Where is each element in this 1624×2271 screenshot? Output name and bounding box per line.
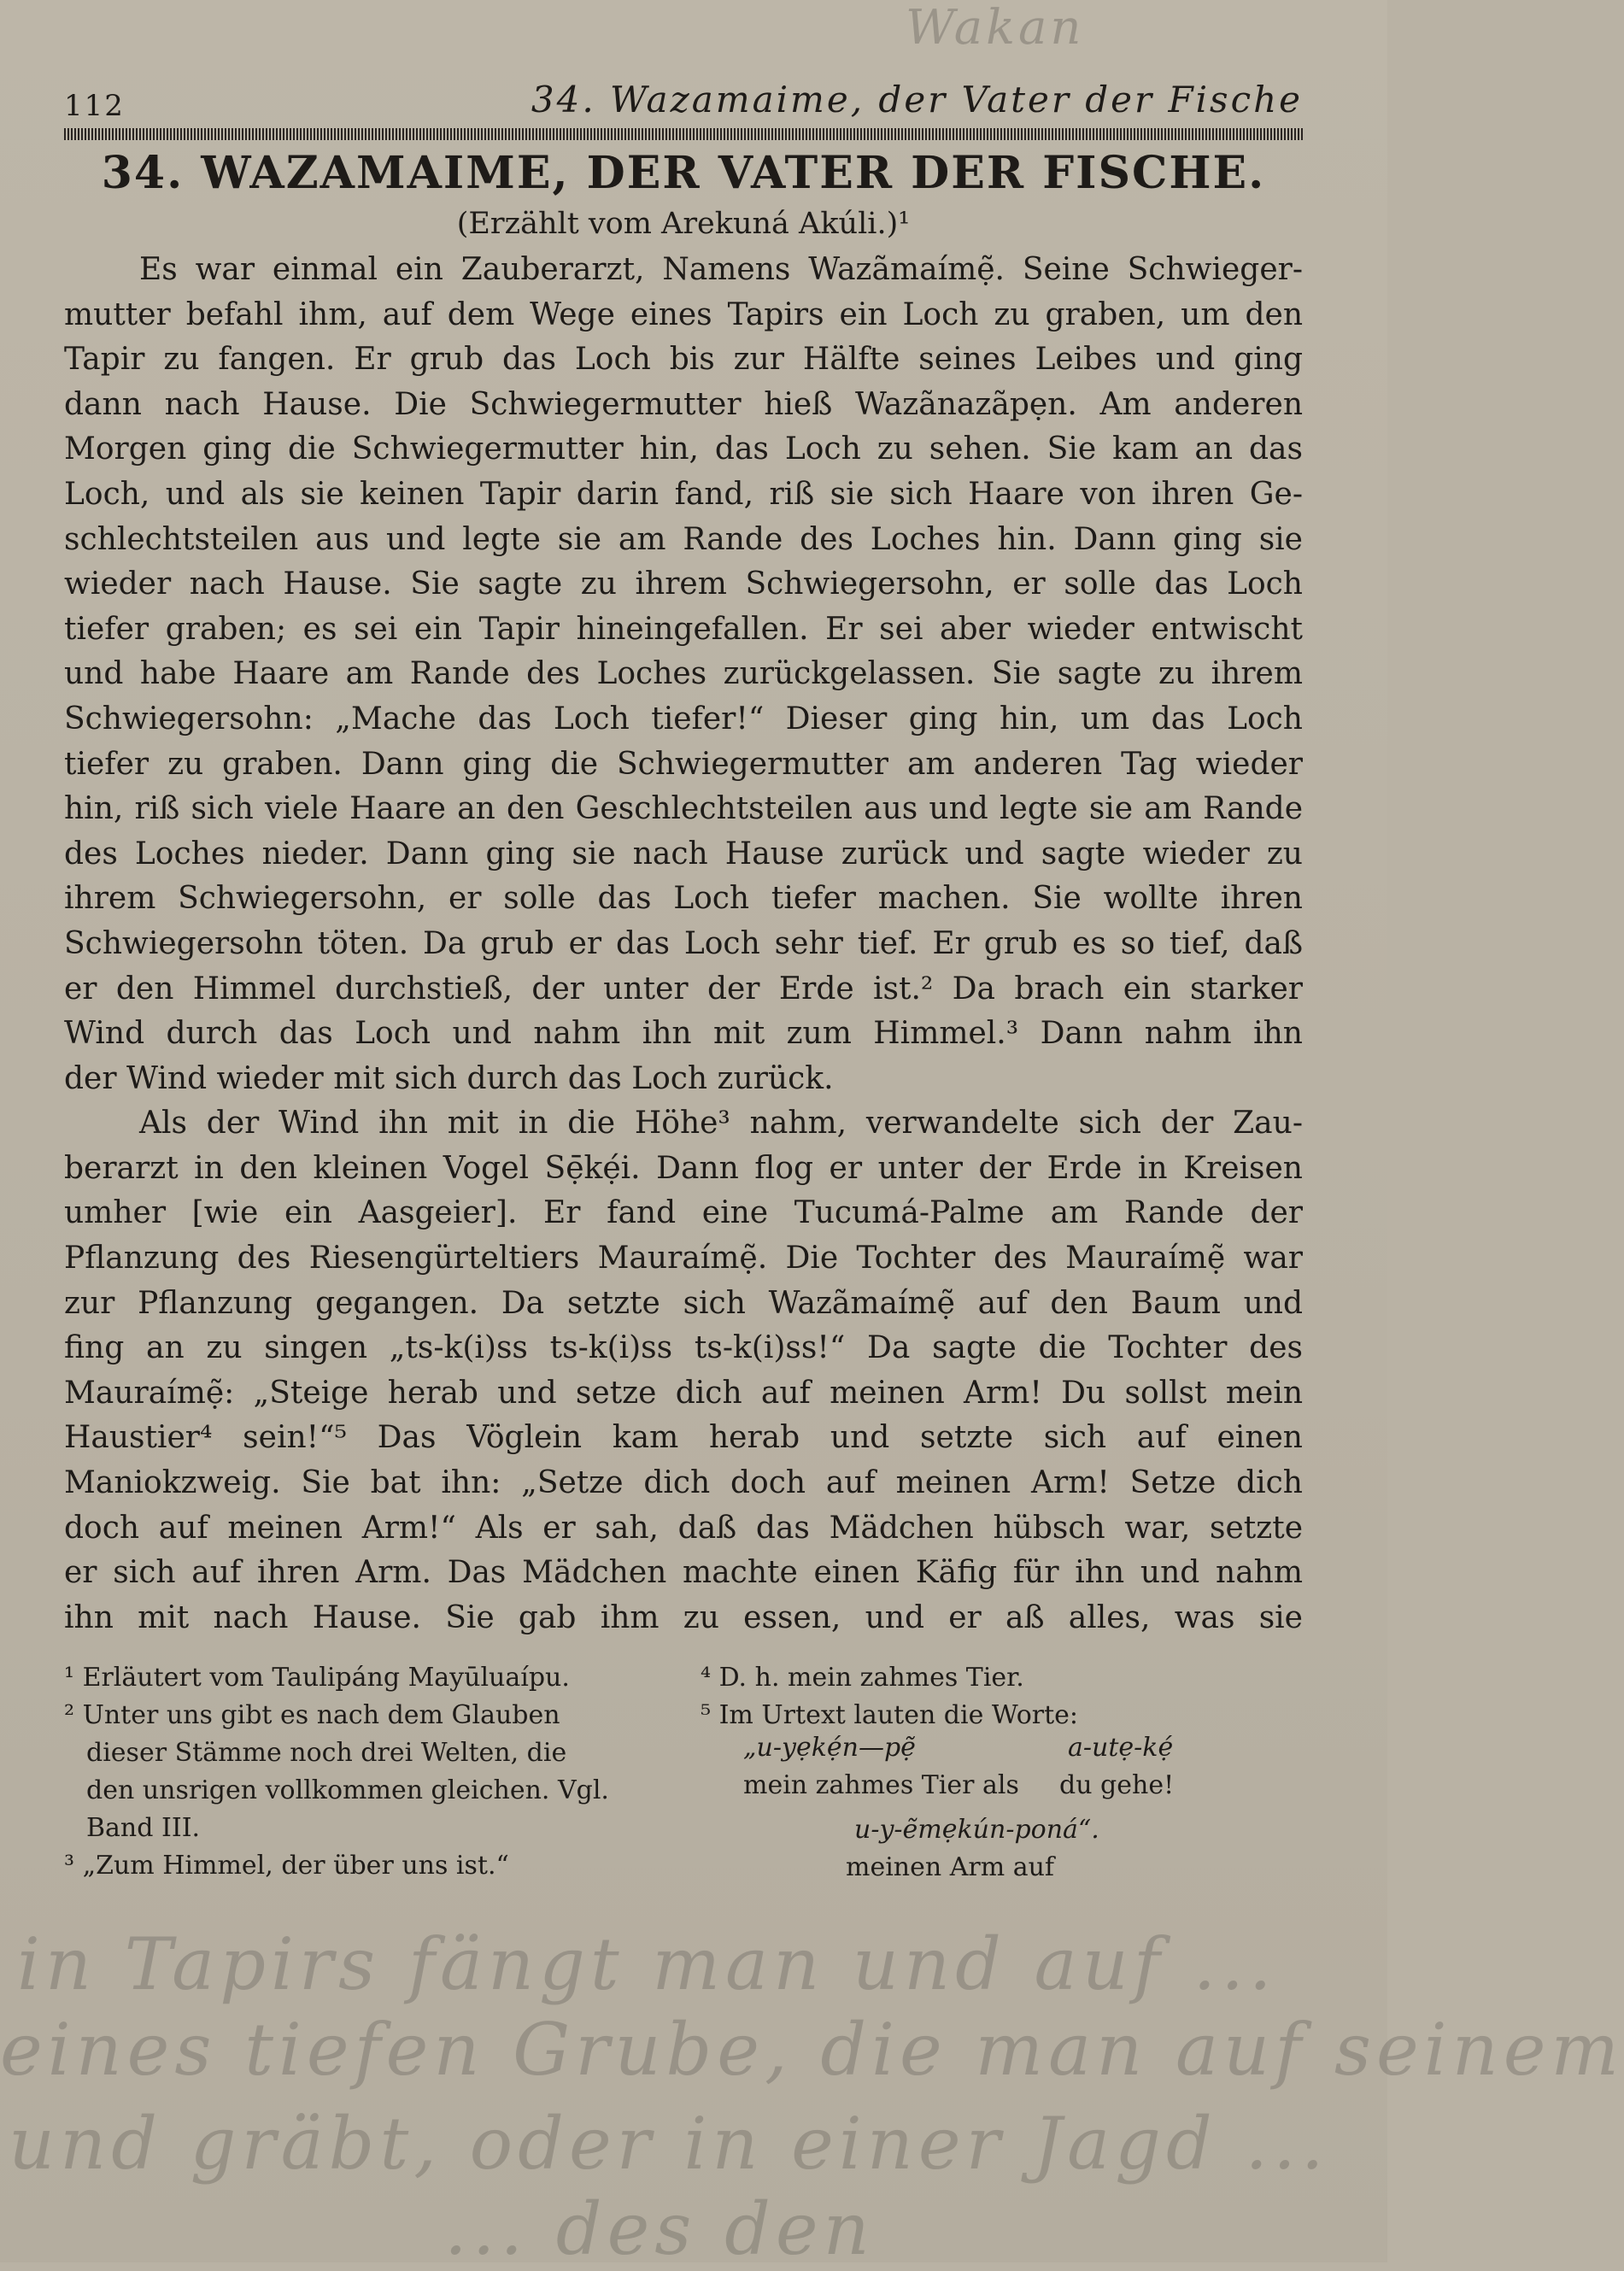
- header-rule: [64, 128, 1303, 140]
- text-line: Loch, und als sie keinen Tapir darin fand, riß sie sich Haare von ihren Ge-: [64, 476, 1303, 512]
- text-line: Wind durch das Loch und nahm ihn mit zum Himmel.³ Dann nahm ihn: [64, 1016, 1303, 1052]
- handwriting-line: in Tapirs fängt man und auf ...: [17, 1922, 1277, 2006]
- text-line: tiefer graben; es sei ein Tapir hineingefallen. Er sei aber wieder entwischt: [64, 611, 1303, 647]
- text-line: Morgen ging die Schwiegermutter hin, das Loch zu sehen. Sie kam an das: [64, 431, 1303, 467]
- chapter-subtitle: (Erzählt vom Arekuná Akúli.)¹: [456, 207, 911, 241]
- footnotes-right-column: [701, 1659, 1303, 1734]
- gloss-cell: a-utẹ-kẹ́: [1068, 1733, 1174, 1763]
- footnote-line: ³ „Zum Himmel, der über uns ist.“: [64, 1851, 509, 1881]
- text-line: wieder nach Hause. Sie sagte zu ihrem Schwiegersohn, er solle das Loch: [64, 566, 1303, 602]
- handwriting-line: ... des den: [444, 2187, 875, 2271]
- text-line: er sich auf ihren Arm. Das Mädchen machte einen Käfig für ihn und nahm: [64, 1555, 1303, 1591]
- gloss-cell: „u-yẹkẹ́n—pẹ̃: [743, 1733, 916, 1763]
- text-line: ihrem Schwiegersohn, er solle das Loch tiefer machen. Sie wollte ihren: [64, 881, 1303, 917]
- text-line: fing an zu singen „ts-k(i)ss ts-k(i)ss ts-k(i)ss!“ Da sagte die Tochter des: [64, 1330, 1303, 1366]
- text-line: Haustier⁴ sein!“⁵ Das Vöglein kam herab und setzte sich auf einen: [64, 1420, 1303, 1456]
- text-line: Tapir zu fangen. Er grub das Loch bis zur Hälfte seines Leibes und ging: [64, 342, 1303, 378]
- text-line: dann nach Hause. Die Schwiegermutter hieß Wazãnazãpẹn. Am anderen: [64, 386, 1303, 422]
- text-line: Schwiegersohn töten. Da grub er das Loch sehr tief. Er grub es so tief, daß: [64, 925, 1303, 961]
- chapter-title: 34. WAZAMAIME, DER VATER DER FISCHE.: [101, 147, 1266, 199]
- gloss-cell: mein zahmes Tier als: [743, 1770, 1019, 1800]
- text-line: doch auf meinen Arm!“ Als er sah, daß das Mädchen hübsch war, setzte: [64, 1510, 1303, 1546]
- text-line: ihn mit nach Hause. Sie gab ihm zu essen, und er aß alles, was sie: [64, 1599, 1303, 1635]
- text-line: tiefer zu graben. Dann ging die Schwiegermutter am anderen Tag wieder: [64, 746, 1303, 782]
- text-line: Schwiegersohn: „Mache das Loch tiefer!“ Dieser ging hin, um das Loch: [64, 701, 1303, 736]
- footnote-line: ² Unter uns gibt es nach dem Glauben: [64, 1700, 560, 1730]
- handwriting-line: eines tiefen Grube, die man auf seinem: [0, 2008, 1624, 2092]
- text-line: Mauraímẹ̃: „Steige herab und setze dich auf meinen Arm! Du sollst mein: [64, 1375, 1303, 1411]
- handwriting-line: und gräbt, oder in einer Jagd ...: [9, 2102, 1329, 2186]
- pencil-annotation-top: Wakan: [906, 0, 1085, 56]
- gloss-row: [675, 1849, 1239, 1887]
- text-line: umher [wie ein Aasgeier]. Er fand eine Tucumá-Palme am Rande der: [64, 1195, 1303, 1231]
- text-line: Maniokzweig. Sie bat ihn: „Setze dich doch auf meinen Arm! Setze dich: [64, 1465, 1303, 1501]
- running-title: 34. Wazamaime, der Vater der Fische: [531, 79, 1303, 120]
- footnote-gloss: [675, 1729, 1239, 1887]
- gloss-row: [675, 1811, 1239, 1849]
- text-line: zur Pflanzung gegangen. Da setzte sich Wazãmaímẹ̃ auf den Baum und: [64, 1285, 1303, 1321]
- footnotes-left-column: [64, 1659, 662, 1885]
- gloss-row: [675, 1767, 1239, 1804]
- gloss-cell: du gehe!: [1059, 1770, 1175, 1800]
- text-line: des Loches nieder. Dann ging sie nach Hause zurück und sagte wieder zu: [64, 836, 1303, 871]
- pencil-handwriting: [0, 1897, 1624, 2271]
- text-line: und habe Haare am Rande des Loches zurückgelassen. Sie sagte zu ihrem: [64, 656, 1303, 692]
- text-line: Es war einmal ein Zauberarzt, Namens Wazãmaímẹ̃. Seine Schwieger-: [139, 252, 1303, 287]
- footnote-line: ⁴ D. h. mein zahmes Tier.: [701, 1663, 1024, 1693]
- gloss-row: [675, 1729, 1239, 1767]
- text-line: berarzt in den kleinen Vogel Sẹ̄kẹ́i. Dann flog er unter der Erde in Kreisen: [64, 1150, 1303, 1186]
- text-line: der Wind wieder mit sich durch das Loch zurück.: [64, 1060, 834, 1096]
- running-head: [64, 79, 1303, 126]
- footnote-line: dieser Stämme noch drei Welten, die: [86, 1738, 567, 1768]
- footnote-line: ⁵ Im Urtext lauten die Worte:: [701, 1700, 1079, 1730]
- text-line: Als der Wind ihn mit in die Höhe³ nahm, verwandelte sich der Zau-: [139, 1106, 1303, 1141]
- text-line: hin, riß sich viele Haare an den Geschlechtsteilen aus und legte sie am Rande: [64, 791, 1303, 827]
- footnote-line: ¹ Erläutert vom Taulipáng Mayūluaípu.: [64, 1663, 570, 1693]
- body-text: [64, 248, 1303, 1640]
- footnote-line: Band III.: [86, 1813, 201, 1843]
- text-line: mutter befahl ihm, auf dem Wege eines Tapirs ein Loch zu graben, um den: [64, 296, 1303, 332]
- gloss-cell: meinen Arm auf: [846, 1852, 1055, 1882]
- text-line: schlechtsteilen aus und legte sie am Rande des Loches hin. Dann ging sie: [64, 521, 1303, 557]
- gloss-cell: u-y-ẽmẹkún-poná“.: [854, 1815, 1099, 1845]
- text-line: Pflanzung des Riesengürteltiers Mauraímẹ̃. Die Tochter des Mauraímẹ̃ war: [64, 1241, 1303, 1276]
- text-line: er den Himmel durchstieß, der unter der Erde ist.² Da brach ein starker: [64, 971, 1303, 1006]
- footnote-line: den unsrigen vollkommen gleichen. Vgl.: [86, 1775, 609, 1805]
- page-number: 112: [64, 89, 125, 123]
